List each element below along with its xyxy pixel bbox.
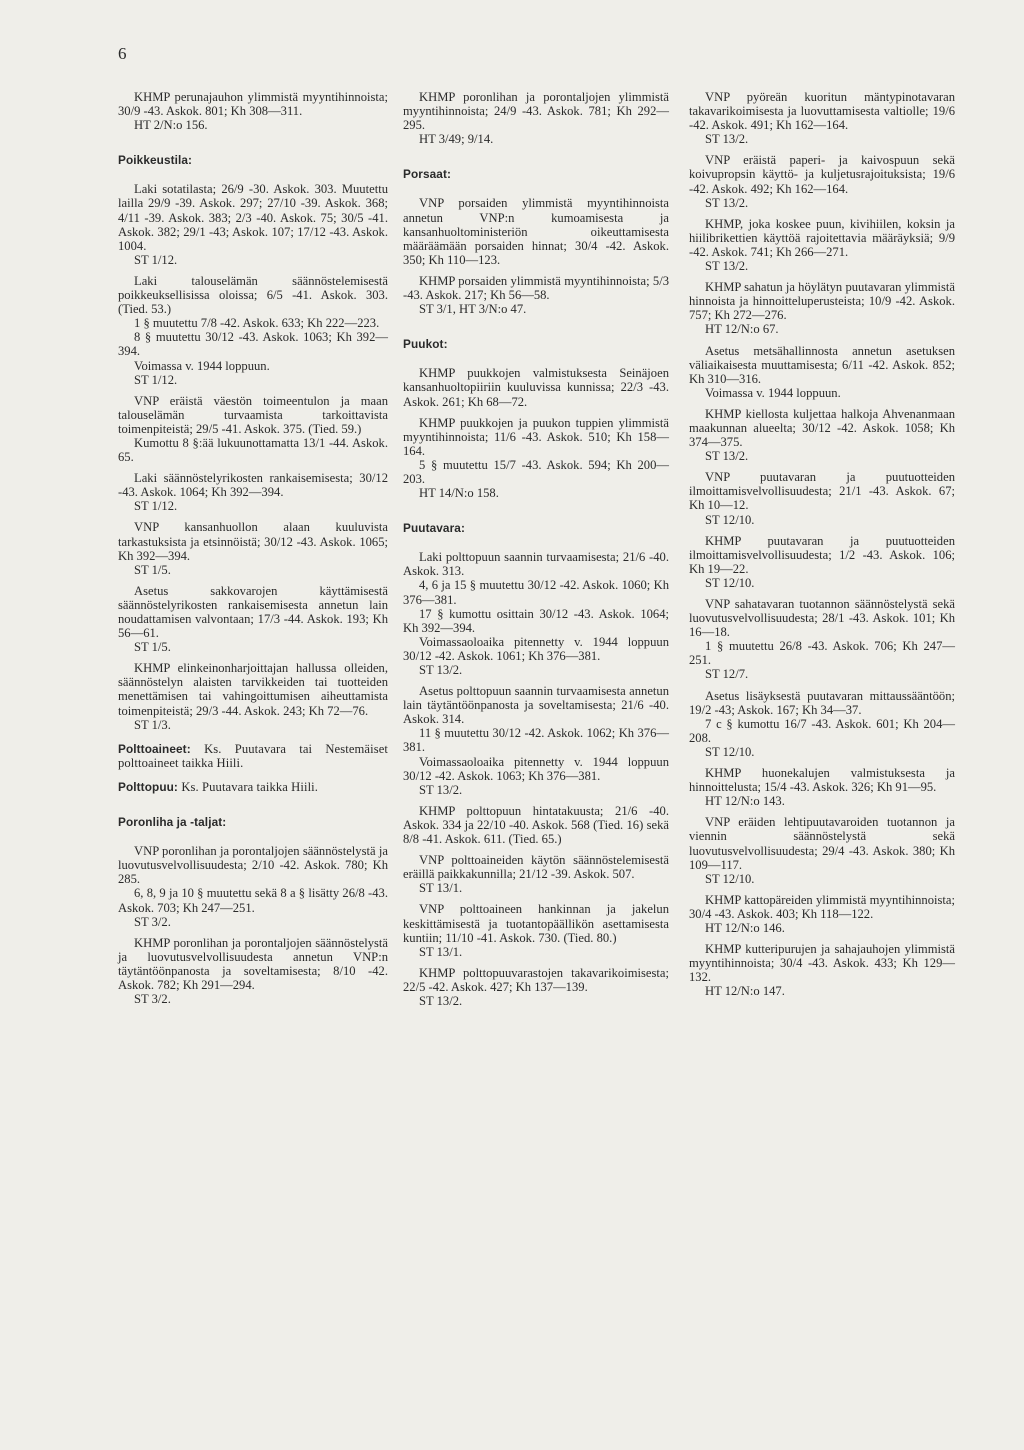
entry-reference: HT 12/N:o 143. xyxy=(705,794,785,809)
entry-title: KHMP huonekalujen valmistuksesta ja hinnoittelusta; 15/4 -43. Askok. 326; Kh 91—95. xyxy=(689,766,955,795)
entry-amendment: Kumottu 8 §:ää lukuunottamatta 13/1 -44. Askok. 65. xyxy=(118,435,388,465)
entry-title: Asetus polttopuun saannin turvaamisesta annetun lain täytäntöönpanosta ja soveltamisesta; 21/6 -40. Askok. 314. xyxy=(403,684,669,727)
entry-title: KHMP kattopäreiden ylimmistä myyntihinnoista; 30/4 -43. Askok. 403; Kh 118—122. xyxy=(689,892,955,921)
regulation-entry xyxy=(403,90,669,146)
regulation-entry xyxy=(118,182,388,267)
regulation-entry xyxy=(118,90,388,132)
entry-reference: ST 13/2. xyxy=(419,663,463,677)
regulation-entry xyxy=(118,471,388,513)
regulation-entry xyxy=(118,844,388,929)
entry-reference: HT 12/N:o 146. xyxy=(705,920,785,935)
page-number: 6 xyxy=(118,44,127,63)
section-heading: Puukot: xyxy=(403,337,448,352)
entry-title: VNP porsaiden ylimmistä myyntihinnoista annetun VNP:n kumoamisesta ja kansanhuoltoministeriön oikeuttamisesta määräämään porsaiden hinnat; 30/4 -42. Askok. 350; Kh 110—123. xyxy=(403,196,669,267)
entry-title: KHMP puukkojen valmistuksesta Seinäjoen kansanhuoltopiiriin kuuluvissa kunnissa; 22/3 -43. Askok. 261; Kh 68—72. xyxy=(403,366,669,409)
entry-reference: ST 1/12. xyxy=(134,499,178,514)
entry-reference: ST 1/12. xyxy=(134,252,178,267)
entry-reference: ST 12/10. xyxy=(705,871,755,886)
regulation-entry xyxy=(403,853,669,895)
entry-title: KHMP, joka koskee puun, kivihiilen, koksin ja hiilibrikettien käyttöä rajoitettavia määräyksiä; 9/9 -42. Askok. 741; Kh 266—271. xyxy=(689,216,955,259)
entry-title: KHMP polttopuuvarastojen takavarikoimisesta; 22/5 -42. Askok. 427; Kh 137—139. xyxy=(403,965,669,994)
column-1 xyxy=(118,90,388,1013)
section-heading: Porsaat: xyxy=(403,167,452,182)
regulation-entry xyxy=(689,942,955,998)
regulation-entry xyxy=(403,966,669,1008)
entry-reference: ST 3/2. xyxy=(134,914,171,929)
entry-title: Laki polttopuun saannin turvaamisesta; 21/6 -40. Askok. 313. xyxy=(403,550,669,579)
entry-title: VNP polttoaineiden käytön säännöstelemisestä eräillä paikkakunnilla; 21/12 -39. Askok. 507. xyxy=(403,853,669,882)
regulation-entry xyxy=(689,470,955,526)
entry-title: KHMP porsaiden ylimmistä myyntihinnoista; 5/3 -43. Askok. 217; Kh 56—58. xyxy=(403,273,669,303)
entry-amendment: 8 § muutettu 30/12 -43. Askok. 1063; Kh 392—394. xyxy=(118,330,388,359)
entry-amendment: 17 § kumottu osittain 30/12 -43. Askok. 1064; Kh 392—394. xyxy=(403,606,669,635)
regulation-entry xyxy=(689,153,955,209)
entry-reference: ST 13/2. xyxy=(419,993,463,1008)
entry-title: KHMP sahatun ja höylätyn puutavaran ylimmistä hinnoista ja hinnoitteluperusteista; 10/9 -42. Askok. 757; Kh 272—276. xyxy=(689,280,955,323)
entry-title: Asetus lisäyksestä puutavaran mittaussääntöön; 19/2 -43; Askok. 167; Kh 34—37. xyxy=(689,688,955,717)
entry-amendment: Voimassa v. 1944 loppuun. xyxy=(134,358,270,373)
crossref-note: Ks. Puutavara tai Nestemäiset polttoaineet taikka Hiili. xyxy=(118,741,388,770)
regulation-entry xyxy=(689,815,955,885)
regulation-entry xyxy=(689,90,955,146)
regulation-entry xyxy=(689,217,955,273)
regulation-entry xyxy=(118,661,388,731)
column-3 xyxy=(689,90,955,1005)
regulation-entry xyxy=(403,804,669,846)
regulation-entry xyxy=(689,766,955,808)
entry-title: KHMP poronlihan ja porontaljojen ylimmistä myyntihinnoista; 24/9 -43. Askok. 781; Kh 292—295. xyxy=(403,90,669,133)
entry-title: KHMP polttopuun hintatakuusta; 21/6 -40. Askok. 334 ja 22/10 -40. Askok. 568 (Tied. 16) sekä 8/8 -41. Askok. 611. (Tied. 65.) xyxy=(403,803,669,847)
entry-title: KHMP puukkojen ja puukon tuppien ylimmistä myyntihinnoista; 11/6 -43. Askok. 510; Kh 158—164. xyxy=(403,415,669,458)
entry-title: VNP eräistä paperi- ja kaivospuun sekä koivupropsin käyttö- ja kuljetusrajoituksista; 19/6 -42. Askok. 492; Kh 162—164. xyxy=(689,153,955,196)
entry-reference: HT 2/N:o 156. xyxy=(134,118,208,133)
entry-reference: HT 12/N:o 67. xyxy=(705,322,779,337)
entry-title: Asetus sakkovarojen käyttämisestä säännöstelyrikosten rankaisemisesta annetun lain noudattamisen valvontaan; 17/3 -44. Askok. 193; Kh 56—61. xyxy=(118,583,388,641)
entry-title: Asetus metsähallinnosta annetun asetuksen väliaikaisesta muuttamisesta; 6/11 -42. Askok. 852; Kh 310—316. xyxy=(689,343,955,386)
entry-title: VNP polttoaineen hankinnan ja jakelun keskittämisestä ja tuotantopäällikön asettamisesta kuntiin; 11/10 -41. Askok. 730. (Tied. 80.) xyxy=(403,902,669,945)
regulation-entry xyxy=(689,893,955,935)
section-heading: Puutavara: xyxy=(403,521,465,536)
section-heading: Poronliha ja -taljat: xyxy=(118,815,227,830)
entry-amendment: 7 c § kumottu 16/7 -43. Askok. 601; Kh 204—208. xyxy=(689,716,955,745)
section-heading: Poikkeustila: xyxy=(118,153,193,168)
entry-title: KHMP elinkeinonharjoittajan hallussa olleiden, säännöstelyn alaisten tarvikkeiden tai tuotteiden menettämisen tai vahingoittumisen aiheuttamista toimenpiteistä; 29/3 -44. Askok. 243; Kh 72—76. xyxy=(118,661,388,718)
entry-reference: ST 12/7. xyxy=(705,667,749,682)
entry-title: VNP eräiden lehtipuutavaroiden tuotannon ja viennin säännöstelystä sekä luovutusvelvollisuudesta; 29/4 -43. Askok. 380; Kh 109—117. xyxy=(689,815,955,872)
entry-reference: ST 3/1, HT 3/N:o 47. xyxy=(419,302,527,317)
regulation-entry xyxy=(689,407,955,463)
section-heading-label: Polttopuu: xyxy=(118,779,178,794)
regulation-entry xyxy=(118,520,388,576)
regulation-entry xyxy=(403,416,669,501)
regulation-entry xyxy=(403,902,669,958)
entry-reference: ST 12/10. xyxy=(705,744,755,759)
entry-title: VNP kansanhuollon alaan kuuluvista tarkastuksista ja etsinnöistä; 30/12 -43. Askok. 1065; Kh 392—394. xyxy=(118,520,388,563)
entry-reference: ST 13/2. xyxy=(705,132,749,147)
entry-reference: ST 13/1. xyxy=(419,881,463,896)
entry-title: KHMP puutavaran ja puutuotteiden ilmoittamisvelvollisuudesta; 1/2 -43. Askok. 106; Kh 19—22. xyxy=(689,533,955,576)
entry-reference: ST 1/12. xyxy=(134,372,178,387)
entry-title: KHMP poronlihan ja porontaljojen säännöstelystä ja luovutusvelvollisuudesta annetun VNP:n täytäntöönpanosta ja soveltamisesta; 8/10 -42. Askok. 782; Kh 291—294. xyxy=(118,935,388,992)
entry-reference: ST 3/2. xyxy=(134,992,171,1007)
entry-title: VNP poronlihan ja porontaljojen säännöstelystä ja luovutusvelvollisuudesta; 2/10 -42. Askok. 780; Kh 285. xyxy=(118,844,388,887)
entry-amendment: 6, 8, 9 ja 10 § muutettu sekä 8 a § lisätty 26/8 -43. Askok. 703; Kh 247—251. xyxy=(118,886,388,915)
regulation-entry xyxy=(403,366,669,408)
entry-reference: HT 3/49; 9/14. xyxy=(419,132,494,147)
regulation-entry xyxy=(403,196,669,266)
section-heading-label: Polttoaineet: xyxy=(118,741,191,756)
regulation-entry xyxy=(689,344,955,400)
entry-title: Laki säännöstelyrikosten rankaisemisesta; 30/12 -43. Askok. 1064; Kh 392—394. xyxy=(118,471,388,500)
entry-amendment: 1 § muutettu 26/8 -43. Askok. 706; Kh 247—251. xyxy=(689,639,955,668)
entry-amendment: 11 § muutettu 30/12 -42. Askok. 1062; Kh 376—381. xyxy=(403,726,669,755)
crossref-note: Ks. Puutavara taikka Hiili. xyxy=(181,779,319,794)
entry-title: VNP pyöreän kuoritun mäntypinotavaran takavarikoimisesta ja luovuttamisesta valtiolle; 19/6 -42. Askok. 491; Kh 162—164. xyxy=(689,90,955,133)
entry-reference: HT 14/N:o 158. xyxy=(419,486,499,501)
column-2 xyxy=(403,90,669,1015)
regulation-entry xyxy=(118,584,388,654)
entry-title: KHMP kutteripurujen ja sahajauhojen ylimmistä myyntihinnoista; 30/4 -43. Askok. 433; Kh 129—132. xyxy=(689,942,955,985)
entry-amendment: Voimassaoloaika pitennetty v. 1944 loppuun 30/12 -42. Askok. 1063; Kh 376—381. xyxy=(403,754,669,783)
entry-reference: ST 1/5. xyxy=(134,562,171,577)
entry-reference: ST 13/2. xyxy=(705,259,749,274)
regulation-entry xyxy=(403,550,669,677)
entry-amendment: 4, 6 ja 15 § muutettu 30/12 -42. Askok. 1060; Kh 376—381. xyxy=(403,578,669,607)
regulation-entry xyxy=(118,936,388,1006)
entry-amendment: 5 § muutettu 15/7 -43. Askok. 594; Kh 200—203. xyxy=(403,457,669,486)
regulation-entry xyxy=(689,689,955,759)
entry-title: VNP eräistä väestön toimeentulon ja maan talouselämän turvaamista tarkoittavista toimenpiteistä; 29/5 -41. Askok. 375. (Tied. 59.) xyxy=(118,393,388,436)
entry-reference: ST 13/1. xyxy=(419,944,463,959)
entry-title: VNP puutavaran ja puutuotteiden ilmoittamisvelvollisuudesta; 21/1 -43. Askok. 67; Kh 10—12. xyxy=(689,470,955,513)
section-heading-crossref xyxy=(118,742,388,770)
regulation-entry xyxy=(118,394,388,464)
regulation-entry xyxy=(118,274,388,387)
entry-reference: ST 13/2. xyxy=(705,449,749,464)
entry-reference: ST 13/2. xyxy=(705,195,749,210)
entry-reference: ST 13/2. xyxy=(419,782,463,797)
regulation-entry xyxy=(403,684,669,797)
entry-title: KHMP kiellosta kuljettaa halkoja Ahvenanmaan maakunnan alueelta; 30/12 -42. Askok. 1058; Kh 374—375. xyxy=(689,406,955,450)
regulation-entry xyxy=(403,274,669,316)
entry-title: Laki sotatilasta; 26/9 -30. Askok. 303. Muutettu lailla 29/9 -39. Askok. 297; 27/10 -39. Askok. 368; 4/11 -39. Askok. 383; 2/3 -40. Askok. 75; 30/5 -41. Askok. 382; 29/1 -43; Askok. 107; 17/12 -43. Askok. 1004. xyxy=(118,182,388,253)
entry-reference: ST 1/3. xyxy=(134,717,171,732)
entry-title: KHMP perunajauhon ylimmistä myyntihinnoista; 30/9 -43. Askok. 801; Kh 308—311. xyxy=(118,90,388,119)
entry-amendment: 1 § muutettu 7/8 -42. Askok. 633; Kh 222—223. xyxy=(134,316,380,331)
section-heading-crossref xyxy=(118,780,388,794)
entry-amendment: Voimassaoloaika pitennetty v. 1944 loppuun 30/12 -42. Askok. 1061; Kh 376—381. xyxy=(403,634,669,663)
entry-reference: HT 12/N:o 147. xyxy=(705,984,785,999)
entry-amendment: Voimassa v. 1944 loppuun. xyxy=(705,385,841,400)
entry-reference: ST 12/10. xyxy=(705,512,755,527)
regulation-entry xyxy=(689,534,955,590)
regulation-entry xyxy=(689,597,955,682)
regulation-entry xyxy=(689,280,955,336)
entry-title: Laki talouselämän säännöstelemisestä poikkeuksellisissa oloissa; 6/5 -41. Askok. 303. (Tied. 53.) xyxy=(118,273,388,317)
entry-title: VNP sahatavaran tuotannon säännöstelystä sekä luovutusvelvollisuudesta; 28/1 -43. Askok. 101; Kh 16—18. xyxy=(689,597,955,640)
entry-reference: ST 12/10. xyxy=(705,575,755,590)
entry-reference: ST 1/5. xyxy=(134,640,171,655)
